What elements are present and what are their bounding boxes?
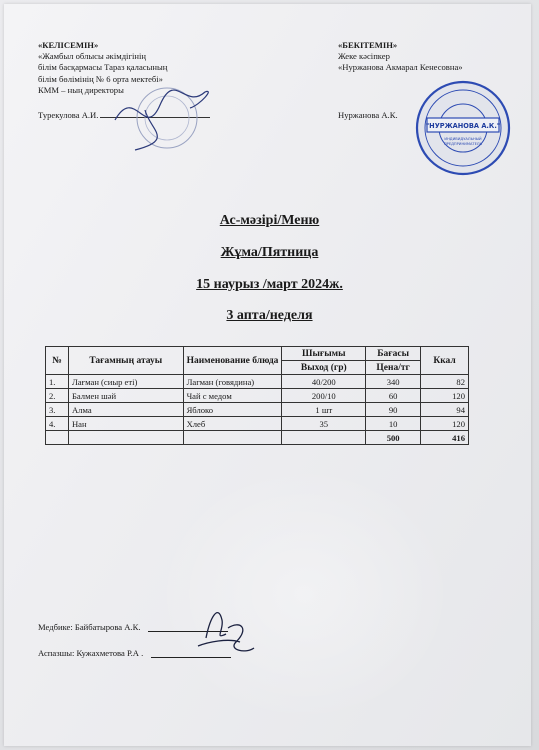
header-kcal: Ккал [421,347,469,375]
menu-table [45,346,469,445]
table-row [46,389,469,403]
stamp-center-text: "НУРЖАНОВА А.К." [425,122,501,130]
header-num: № [46,347,69,375]
menu-day: Жұма/Пятница [220,245,319,260]
cell-name-kz: Балмен шәй [68,389,183,403]
approval-right-title: «БЕКІТЕМІН» [338,40,398,50]
menu-title: Ас-мәзірі/Меню [219,213,320,228]
table-row [46,375,469,389]
cell-num: 4. [46,417,69,431]
cell-price: 10 [366,417,421,431]
paper-fold-highlight [154,464,454,724]
approval-right-line: Жеке кәсіпкер [338,51,390,62]
cell-price: 90 [366,403,421,417]
nurse-label: Медбике: Байбатырова А.К. [38,622,141,632]
table-row [46,403,469,417]
approval-right-signer: Нуржанова А.К. [338,109,398,120]
cell-num: 2. [46,389,69,403]
menu-date: 15 наурыз /март 2024ж. [196,277,343,292]
approval-left-line: білім бөлімінің № 6 орта мектебі» [38,73,163,84]
cell-price: 60 [366,389,421,403]
approval-left-title: «КЕЛІСЕМІН» [38,40,99,50]
cell-yield: 200/10 [282,389,366,403]
cell-name-kz: Лағман (сиыр еті) [68,375,183,389]
cell-yield: 35 [282,417,366,431]
cell-name-ru: Хлеб [183,417,282,431]
cell-name-ru: Лагман (говядина) [183,375,282,389]
cell-name-ru: Яблоко [183,403,282,417]
header-price-kz: Бағасы [366,347,421,361]
table-header-row [46,347,469,361]
cell-num: 1. [46,375,69,389]
cook-label: Аспазшы: Кужахметова Р.А . [38,648,144,658]
header-yield-ru: Выход (гр) [282,361,366,375]
total-kcal: 416 [421,431,469,445]
cell-num: 3. [46,403,69,417]
approval-left-line: КММ – ның директоры [38,84,124,95]
cell-kcal: 120 [421,417,469,431]
approval-left-line: білім басқармасы Тараз қаласының [38,62,168,73]
handwritten-signature-icon [188,598,258,660]
director-signature-icon [105,80,225,160]
approval-right-line: «Нуржанова Акмарал Кенесовна» [338,62,463,73]
stamp-line: ИНДИВИДУАЛЬНЫЙ [444,137,482,141]
cell-name-kz: Алма [68,403,183,417]
cell-yield: 1 шт [282,403,366,417]
cell-name-ru: Чай с медом [183,389,282,403]
cell-kcal: 120 [421,389,469,403]
stamp-line: ПРЕДПРИНИМАТЕЛЬ [443,142,483,146]
menu-week: 3 апта/неделя [226,308,313,323]
approval-left-signer: Турекулова А.И. [38,110,99,121]
table-row [46,417,469,431]
header-yield-kz: Шығымы [282,347,366,361]
cell-kcal: 82 [421,375,469,389]
header-price-ru: Цена/тг [366,361,421,375]
cell-kcal: 94 [421,403,469,417]
cell-name-kz: Нан [68,417,183,431]
total-price: 500 [366,431,421,445]
table-total-row [46,431,469,445]
cell-price: 340 [366,375,421,389]
approval-left-line: «Жамбыл облысы әкімдігінің [38,51,146,62]
header-name-kz: Тағамның атауы [68,347,183,375]
header-name-ru: Наименование блюда [183,347,282,375]
cell-yield: 40/200 [282,375,366,389]
company-stamp-icon [413,78,513,178]
